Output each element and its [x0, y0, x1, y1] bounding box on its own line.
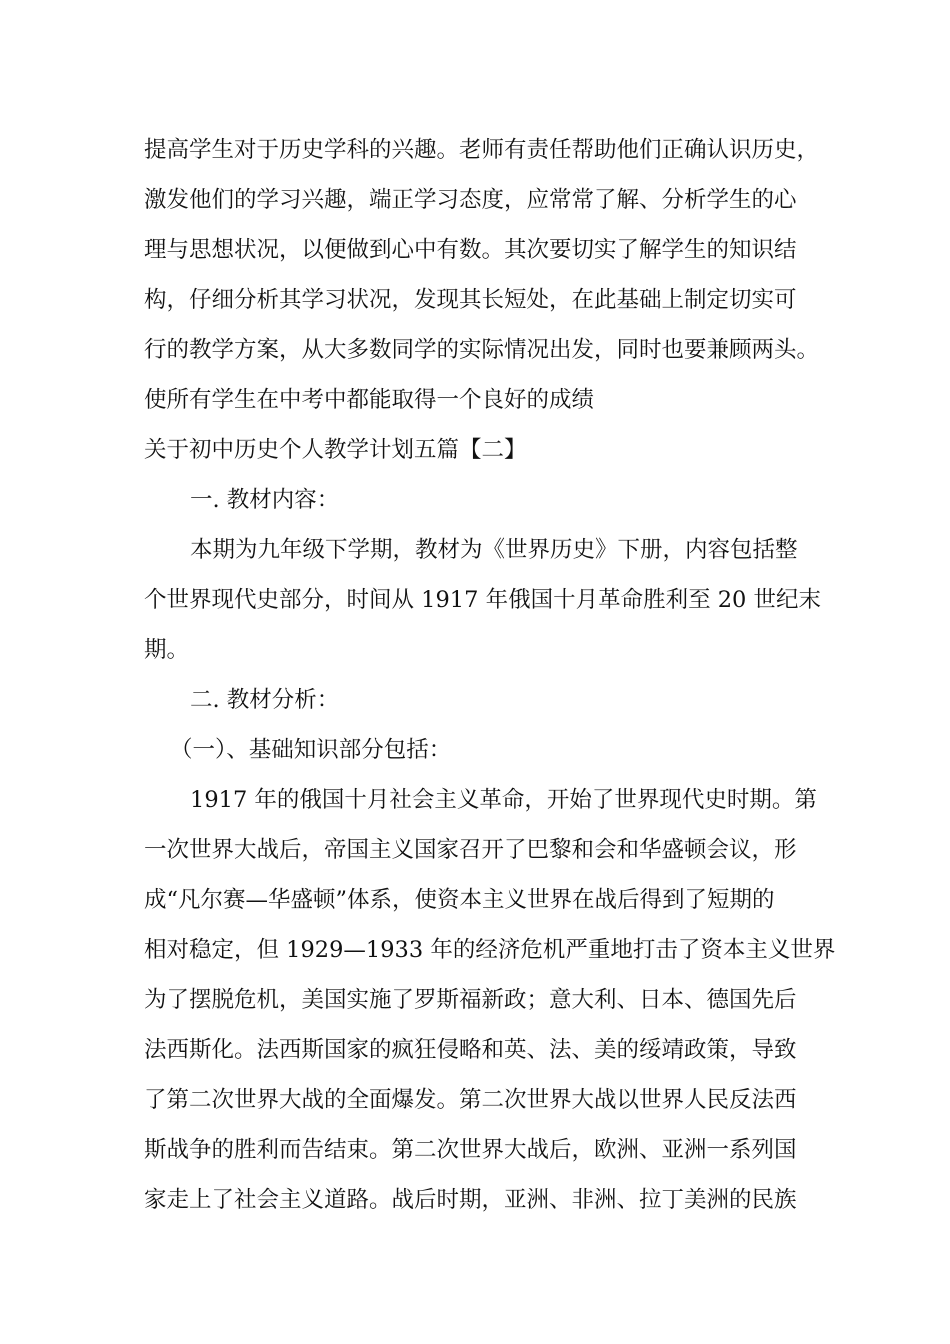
text-line: 行的教学方案，从大多数同学的实际情况出发，同时也要兼顾两头。: [144, 337, 820, 363]
subheading-textbook-analysis: 二. 教材分析：: [190, 687, 340, 713]
text-line: 一次世界大战后，帝国主义国家召开了巴黎和会和华盛顿会议，形: [144, 837, 797, 863]
text-line: 期。: [144, 637, 190, 663]
text-line: 构，仔细分析其学习状况，发现其长短处，在此基础上制定切实可: [144, 287, 797, 313]
section-heading: 关于初中历史个人教学计划五篇【二】: [144, 437, 527, 463]
text-line: 相对稳定，但 1929—1933 年的经济危机严重地打击了资本主义世界: [144, 937, 836, 963]
text-line: 法西斯化。法西斯国家的疯狂侵略和英、法、美的绥靖政策，导致: [144, 1037, 797, 1063]
text-line: 本期为九年级下学期，教材为《世界历史》下册，内容包括整: [190, 537, 798, 563]
subheading-textbook-content: 一. 教材内容：: [190, 487, 340, 513]
text-line: 1917 年的俄国十月社会主义革命，开始了世界现代史时期。第: [190, 787, 817, 813]
text-line: 理与思想状况，以便做到心中有数。其次要切实了解学生的知识结: [144, 237, 797, 263]
text-line: 为了摆脱危机，美国实施了罗斯福新政；意大利、日本、德国先后: [144, 987, 797, 1013]
text-line: 家走上了社会主义道路。战后时期，亚洲、非洲、拉丁美洲的民族: [144, 1187, 797, 1213]
text-line: 个世界现代史部分，时间从 1917 年俄国十月革命胜利至 20 世纪末: [144, 587, 822, 613]
text-line: 提高学生对于历史学科的兴趣。老师有责任帮助他们正确认识历史，: [144, 137, 820, 163]
text-line: 使所有学生在中考中都能取得一个良好的成绩: [144, 387, 595, 413]
text-line: 激发他们的学习兴趣，端正学习态度，应常常了解、分析学生的心: [144, 187, 797, 213]
subheading-basic-knowledge: （一）、基础知识部分包括：: [170, 737, 452, 763]
text-line: 成“凡尔赛—华盛顿”体系，使资本主义世界在战后得到了短期的: [144, 887, 775, 913]
text-line: 了第二次世界大战的全面爆发。第二次世界大战以世界人民反法西: [144, 1087, 797, 1113]
text-line: 斯战争的胜利而告结束。第二次世界大战后，欧洲、亚洲一系列国: [144, 1137, 797, 1163]
